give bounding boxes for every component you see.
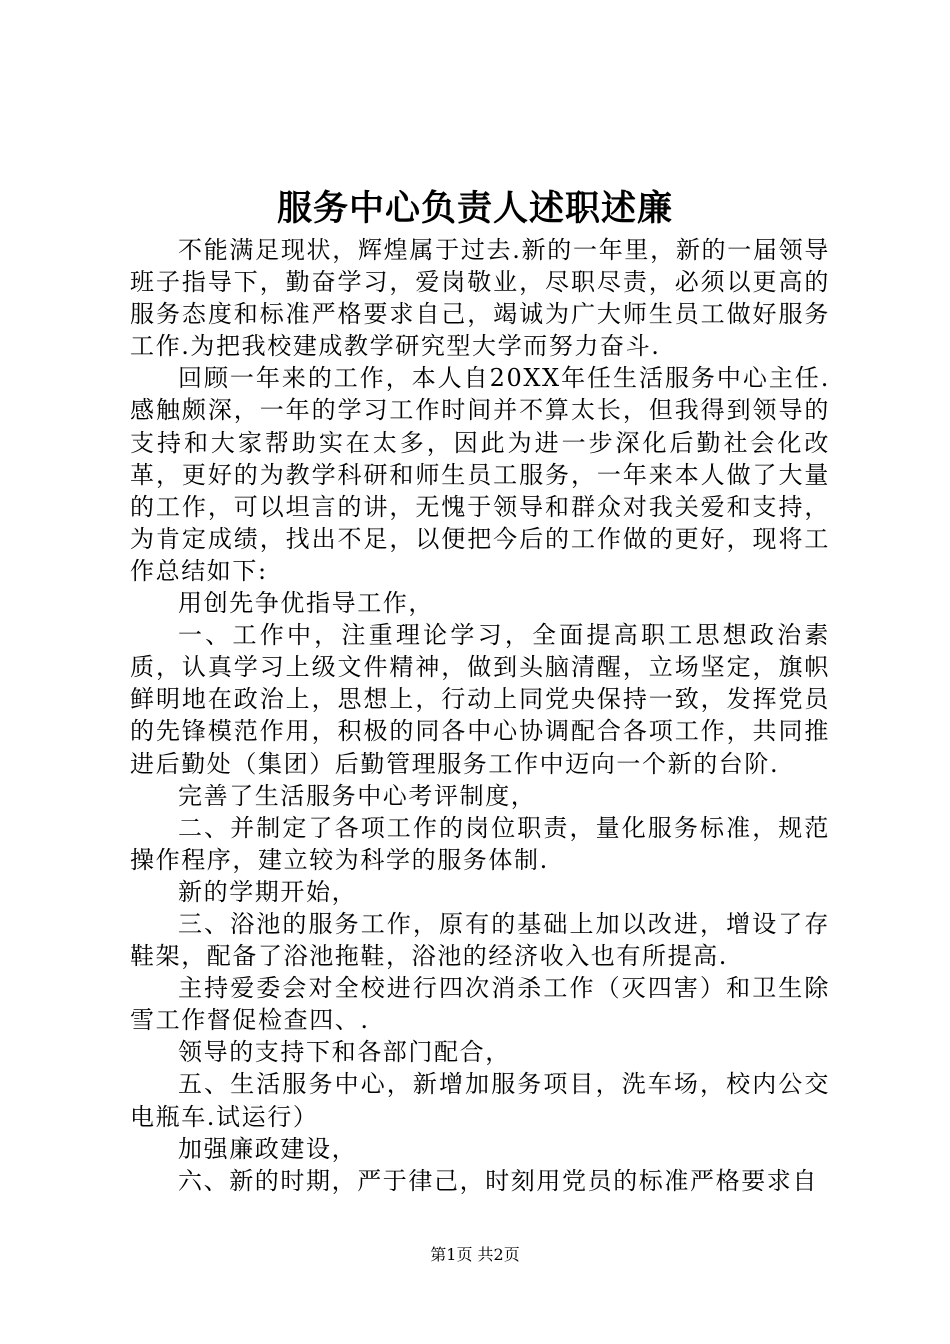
paragraph: 二、并制定了各项工作的岗位职责，量化服务标准，规范操作程序，建立较为科学的服务体制. (130, 813, 830, 874)
document-title: 服务中心负责人述职述廉 (276, 188, 673, 229)
paragraph: 领导的支持下和各部门配合， (178, 1038, 511, 1067)
paragraph: 六、新的时期，严于律己，时刻用党员的标准严格要求自 (178, 1166, 818, 1195)
paragraph: 加强廉政建设， (178, 1134, 358, 1163)
paragraph: 不能满足现状，辉煌属于过去.新的一年里，新的一届领导班子指导下，勤奋学习，爱岗敬业，尽职尽责，必须以更高的服务态度和标准严格要求自己，竭诚为广大师生员工做好服务工作.为把我校建成教学研究型大学而努力奋斗. (130, 236, 830, 361)
page-footer: 第1页 共2页 (430, 1245, 520, 1264)
document-body (130, 234, 830, 1197)
paragraph: 用创先争优指导工作， (178, 589, 434, 618)
paragraph: 完善了生活服务中心考评制度， (178, 781, 537, 810)
paragraph: 回顾一年来的工作，本人自20XX年任生活服务中心主任.感触颇深，一年的学习工作时间并不算太长，但我得到领导的支持和大家帮助实在太多，因此为进一步深化后勤社会化改革，更好的为教学科研和师生员工服务，一年来本人做了大量的工作，可以坦言的讲，无愧于领导和群众对我关爱和支持，为肯定成绩，找出不足，以便把今后的工作做的更好，现将工作总结如下: (130, 364, 830, 585)
paragraph: 一、工作中，注重理论学习，全面提高职工思想政治素质，认真学习上级文件精神，做到头脑清醒，立场坚定，旗帜鲜明地在政治上，思想上，行动上同党央保持一致，发挥党员的先锋模范作用，积极的同各中心协调配合各项工作，共同推进后勤处（集团）后勤管理服务工作中迈向一个新的台阶. (130, 621, 830, 778)
paragraph: 新的学期开始， (178, 877, 358, 906)
paragraph: 主持爱委会对全校进行四次消杀工作（灭四害）和卫生除雪工作督促检查四、. (130, 974, 830, 1035)
paragraph: 五、生活服务中心，新增加服务项目，洗车场，校内公交电瓶车.试运行） (130, 1070, 830, 1131)
paragraph: 三、浴池的服务工作，原有的基础上加以改进，增设了存鞋架，配备了浴池拖鞋，浴池的经济收入也有所提高. (130, 909, 830, 971)
